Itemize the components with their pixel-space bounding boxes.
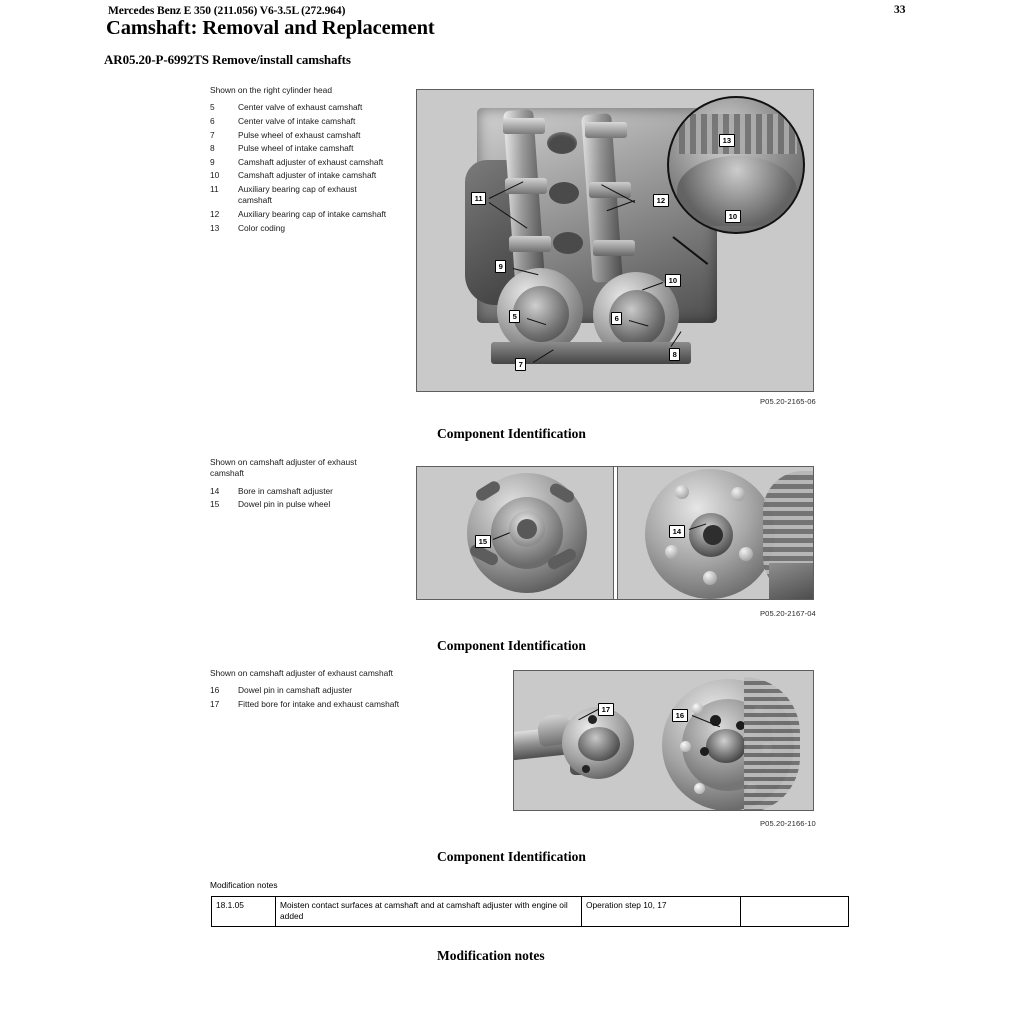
figure-2-caption: Component Identification	[437, 638, 586, 653]
figure-3-artwork	[514, 671, 813, 810]
vehicle-model-line: Mercedes Benz E 350 (211.056) V6-3.5L (272.964)	[108, 5, 346, 17]
legend-item-number: 14	[210, 485, 220, 496]
legend-item-number: 12	[210, 208, 220, 219]
callout-10-inset: 10	[725, 210, 741, 223]
legend-item	[210, 102, 390, 113]
legend-item-number: 5	[210, 102, 215, 113]
legend-dowel-components	[210, 668, 510, 713]
callout-12: 12	[653, 194, 669, 207]
cell-operation-step: Operation step 10, 17	[582, 897, 741, 927]
figure-1-code: P05.20-2165-06	[760, 397, 816, 406]
legend-item-label: Auxiliary bearing cap of exhaust camshaft	[238, 183, 357, 206]
legend-item-label: Center valve of intake camshaft	[238, 116, 356, 126]
legend-item-number: 10	[210, 170, 220, 181]
callout-6: 6	[611, 312, 622, 325]
figure-adjuster-pair-photo	[416, 466, 814, 600]
legend-item	[210, 143, 390, 154]
legend-item	[210, 116, 390, 127]
legend-intro: Shown on camshaft adjuster of exhaust camshaft	[210, 457, 357, 479]
cell-date: 18.1.05	[212, 897, 276, 927]
legend-item-label: Center valve of exhaust camshaft	[238, 102, 363, 113]
legend-item	[210, 184, 390, 207]
figure-camshaft-and-adjuster-photo	[513, 670, 814, 811]
callout-10: 10	[665, 274, 681, 287]
callout-5: 5	[509, 310, 520, 323]
legend-item	[210, 699, 510, 710]
legend-item	[210, 685, 510, 696]
page-number: 33	[894, 4, 906, 16]
legend-item-label: Fitted bore for intake and exhaust camshaft	[238, 699, 400, 709]
legend-item-number: 11	[210, 183, 219, 194]
cell-description: Moisten contact surfaces at camshaft and at camshaft adjuster with engine oil added	[276, 897, 582, 927]
legend-item-label: Camshaft adjuster of exhaust camshaft	[238, 156, 384, 167]
callout-17: 17	[598, 703, 614, 716]
legend-item	[210, 499, 388, 510]
page-title: Camshaft: Removal and Replacement	[106, 17, 435, 39]
figure-3-caption: Component Identification	[437, 849, 586, 864]
callout-16: 16	[672, 709, 688, 722]
legend-item-number: 7	[210, 129, 215, 140]
legend-item-number: 16	[210, 685, 220, 696]
figure-1-artwork	[417, 90, 813, 391]
legend-item	[210, 157, 390, 168]
callout-7: 7	[515, 358, 526, 371]
callout-13: 13	[719, 134, 735, 147]
legend-item-label: Bore in camshaft adjuster	[238, 485, 333, 496]
modification-notes-caption: Modification notes	[437, 948, 545, 963]
figure-cylinder-head-photo	[416, 89, 814, 392]
legend-item	[210, 170, 390, 181]
legend-item	[210, 209, 390, 220]
callout-15: 15	[475, 535, 491, 548]
procedure-subtitle: AR05.20-P-6992TS Remove/install camshafts	[104, 52, 351, 67]
legend-item-label: Dowel pin in pulse wheel	[238, 499, 331, 510]
legend-item-number: 8	[210, 143, 215, 154]
callout-9: 9	[495, 260, 506, 273]
legend-item-label: Color coding	[238, 222, 286, 233]
legend-item-label: Dowel pin in camshaft adjuster	[238, 685, 353, 696]
legend-item-number: 6	[210, 116, 215, 126]
legend-item	[210, 130, 390, 141]
legend-item-number: 9	[210, 156, 215, 167]
legend-item	[210, 486, 388, 497]
legend-intro: Shown on the right cylinder head	[210, 85, 332, 95]
figure-2-code: P05.20-2167-04	[760, 609, 816, 618]
legend-item-label: Auxiliary bearing cap of intake camshaft	[238, 208, 387, 219]
legend-item	[210, 223, 390, 234]
figure-3-code: P05.20-2166-10	[760, 819, 816, 828]
legend-main-components	[210, 85, 390, 236]
legend-adjuster-components	[210, 457, 388, 513]
modification-notes-table	[211, 896, 849, 927]
figure-1-caption: Component Identification	[437, 426, 586, 441]
legend-item-label: Camshaft adjuster of intake camshaft	[238, 170, 377, 181]
figure-2-artwork	[417, 467, 813, 599]
table-row	[212, 897, 849, 927]
legend-item-number: 13	[210, 222, 220, 233]
callout-8: 8	[669, 348, 680, 361]
legend-item-label: Pulse wheel of exhaust camshaft	[238, 129, 361, 140]
legend-item-number: 17	[210, 699, 220, 709]
legend-intro: Shown on camshaft adjuster of exhaust camshaft	[210, 668, 393, 678]
callout-11: 11	[471, 192, 486, 205]
legend-item-number: 15	[210, 499, 220, 510]
cell-empty	[741, 897, 849, 927]
legend-item-label: Pulse wheel of intake camshaft	[238, 143, 354, 154]
modification-notes-label: Modification notes	[210, 880, 278, 890]
callout-14: 14	[669, 525, 685, 538]
